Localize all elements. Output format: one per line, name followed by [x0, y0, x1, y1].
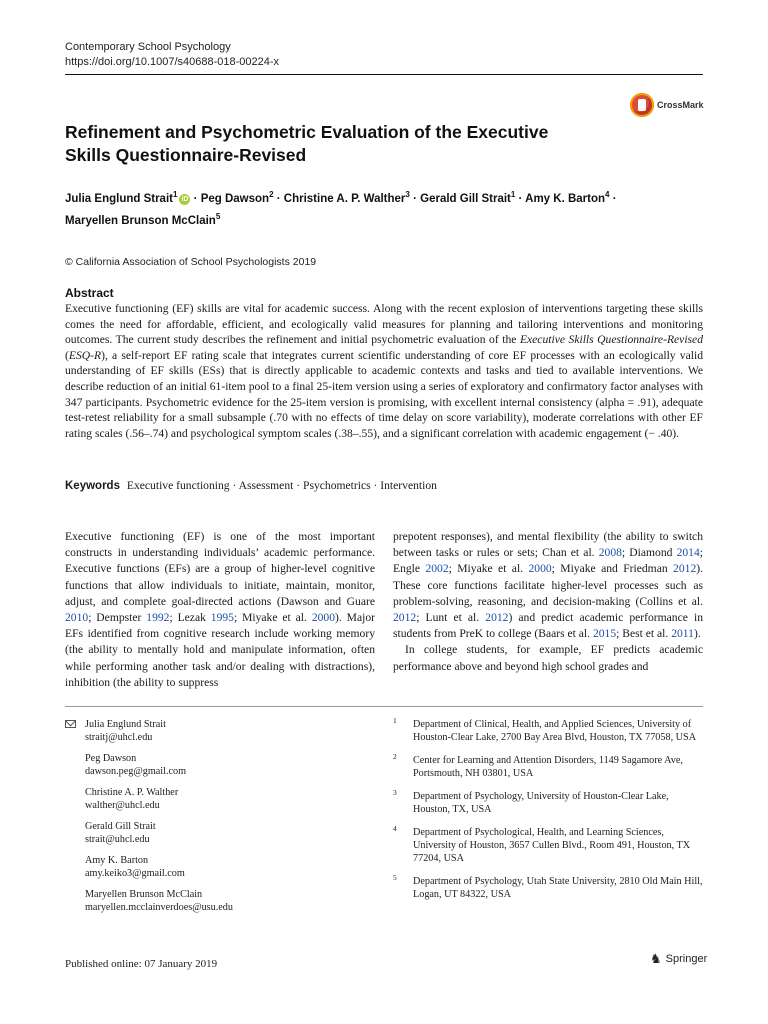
copyright-notice: © California Association of School Psychologists 2019	[65, 256, 317, 268]
affiliation-text: Department of Clinical, Health, and Applied Sciences, University of Houston-Clear Lake, 2700 Bay Area Blvd, Houston, TX 77058, USA	[413, 719, 697, 743]
contact-entry	[65, 854, 365, 880]
contact-email[interactable]: amy.keiko3@gmail.com	[85, 868, 185, 879]
published-date: Published online: 07 January 2019	[65, 958, 218, 970]
affiliation-text: Department of Psychological, Health, and Learning Sciences, University of Houston, 3657 Cullen Blvd., Room 491, Houston, TX 77204, USA	[413, 827, 691, 864]
author-name[interactable]: Julia Englund Strait	[65, 192, 173, 205]
affiliation-number: 1	[393, 716, 397, 725]
author-affiliation-mark: 1	[510, 190, 516, 199]
contact-email[interactable]: walther@uhcl.edu	[85, 800, 160, 811]
citation-link[interactable]: 2011	[671, 627, 694, 641]
citation-link[interactable]: 2002	[425, 562, 449, 576]
crossmark-badge[interactable]	[630, 93, 704, 117]
author-affiliation-mark: 3	[405, 190, 410, 199]
envelope-icon	[65, 720, 76, 728]
contact-email[interactable]: maryellen.mcclainverdoes@usu.edu	[85, 902, 233, 913]
contact-email[interactable]: straitj@uhcl.edu	[85, 732, 153, 743]
affiliation-list	[393, 718, 705, 911]
footnote-divider	[65, 706, 703, 707]
citation-link[interactable]: 2012	[485, 611, 509, 625]
journal-name: Contemporary School Psychology	[65, 41, 231, 53]
author-affiliation-mark: 4	[605, 190, 610, 199]
contact-name: Amy K. Barton	[85, 855, 149, 866]
citation-link[interactable]: 2014	[676, 546, 700, 560]
author-name[interactable]: Gerald Gill Strait	[420, 192, 511, 205]
affiliation-number: 2	[393, 752, 397, 761]
contact-entry	[65, 718, 365, 744]
contact-email[interactable]: strait@uhcl.edu	[85, 834, 150, 845]
journal-header	[65, 40, 279, 70]
affiliation-number: 5	[393, 873, 397, 882]
contact-name: Maryellen Brunson McClain	[85, 889, 203, 900]
springer-horse-icon: ♞	[650, 951, 662, 966]
author-affiliation-mark: 2	[269, 190, 274, 199]
contact-entry	[65, 888, 365, 914]
citation-link[interactable]: 2012	[393, 611, 417, 625]
body-column-left: Executive functioning (EF) is one of the most important constructs in understanding individuals’ academic performance. Executive functions (EFs) are a group of higher-level cognitive functions that allow individuals to initiate, maintain, monitor, adjust, and complete goal-directed actions (Dawson and Guare 2010; Dempster 1992; Lezak 1995; Miyake et al. 2000). Major EFs identified from cognitive research include working memory (the ability to mentally hold and manipulate information, often while performing another task and/or dealing with distractions), inhibition (the ability to suppress	[65, 530, 375, 689]
body-paragraph: In college students, for example, EF predicts academic performance above and beyond high school grades and	[393, 643, 703, 673]
doi-link[interactable]: https://doi.org/10.1007/s40688-018-00224-x	[65, 56, 280, 68]
affiliation-entry	[393, 790, 705, 816]
citation-link[interactable]: 1992	[146, 611, 170, 625]
citation-link[interactable]: 2015	[592, 627, 617, 641]
affiliation-entry	[393, 875, 705, 901]
citation-link[interactable]: 2000	[311, 611, 335, 625]
contact-entry	[65, 752, 365, 778]
affiliation-entry	[393, 718, 705, 744]
affiliation-entry	[393, 754, 705, 780]
citation-link[interactable]: 2010	[65, 611, 89, 625]
author-affiliation-mark: 1	[172, 190, 178, 199]
affiliation-number: 4	[393, 824, 397, 833]
abstract-text: Executive functioning (EF) skills are vital for academic success. Along with the recent explosion of interventions targeting these skills comes the need for affordable, efficient, and ecologically valid measures for planning and tailoring interventions and monitoring outcomes. The current study describes the refinement and initial psychometric evaluation of the Executive Skills Questionnaire-Revised (ESQ-R), a self-report EF rating scale that integrates current scientific understanding of core EF processes with an ecologically valid understanding of EF skills (ESs) that is directly applicable to academic contexts and tasks and tied to available interventions. We describe reduction of an initial 61-item pool to a final 25-item version using a series of exploratory and confirmatory factor analyses with 347 participants. Psychometric evidence for the 25-item version is promising, with excellent internal consistency (alpha = .91), adequate test-retest reliability for a small subsample (.70 with no effects of time delay on score variability), moderate correlations with other EF rating scales (.56–.74) and psychological symptom scales (.38–.55), and a significant correlation with academic engagement (− .40).	[65, 302, 703, 440]
abstract-heading: Abstract	[65, 286, 114, 300]
contact-name: Julia Englund Strait	[85, 719, 166, 730]
affiliation-number: 3	[393, 788, 397, 797]
affiliation-text: Center for Learning and Attention Disorders, 1149 Sagamore Ave, Portsmouth, NH 03801, USA	[413, 755, 683, 779]
contact-name: Peg Dawson	[85, 753, 137, 764]
keywords-list: Executive functioning · Assessment · Psychometrics · Intervention	[126, 479, 437, 492]
contact-name: Christine A. P. Walther	[85, 787, 179, 798]
contact-email[interactable]: dawson.peg@gmail.com	[85, 766, 187, 777]
body-column-right: prepotent responses), and mental flexibility (the ability to switch between tasks or rules or sets; Chan et al. 2008; Diamond 2014; Engle 2002; Miyake et al. 2000; Miyake and Friedman 2012). These core functions facilitate higher-level processes such as problem-solving, reasoning, and decision-making (Collins et al. 2012; Lunt et al. 2012) and predict academic performance in students from PreK to college (Baars et al. 2015; Best et al. 2011). In college students, for example, EF predicts academic performance above and beyond high school grades and	[393, 529, 703, 675]
contact-name: Gerald Gill Strait	[85, 821, 156, 832]
citation-link[interactable]: 2000	[528, 562, 552, 576]
author-name[interactable]: Maryellen Brunson McClain	[65, 214, 216, 227]
author-list: Julia Englund Strait$^1$iD · Peg Dawson$^2$ · Christine A. P. Walther$^3$ · Gerald Gill Strait$^1$ · Amy K. Barton$^4$ · Maryellen Brunson McClain$^5$	[65, 190, 617, 227]
contact-list	[65, 718, 365, 922]
citation-link[interactable]: 1995	[210, 611, 234, 625]
affiliation-entry	[393, 826, 705, 865]
author-name[interactable]: Christine A. P. Walther	[283, 192, 406, 205]
keywords-label: Keywords	[65, 480, 120, 492]
contact-entry	[65, 786, 365, 812]
citation-link[interactable]: 2012	[673, 562, 697, 576]
orcid-icon[interactable]: iD	[181, 195, 189, 203]
publisher-logo[interactable]	[650, 952, 707, 965]
publisher-name: Springer	[665, 952, 708, 965]
affiliation-text: Department of Psychology, Utah State University, 2810 Old Main Hill, Logan, UT 84322, USA	[413, 876, 703, 900]
citation-link[interactable]: 2008	[598, 546, 622, 560]
author-name[interactable]: Peg Dawson	[200, 192, 270, 205]
crossmark-icon	[630, 93, 654, 117]
author-affiliation-mark: 5	[215, 211, 221, 221]
header-divider	[65, 74, 703, 75]
keywords	[65, 479, 705, 492]
crossmark-label: CrossMark	[657, 100, 704, 110]
contact-entry	[65, 820, 365, 846]
author-name[interactable]: Amy K. Barton	[525, 192, 606, 205]
affiliation-text: Department of Psychology, University of Houston-Clear Lake, Houston, TX, USA	[413, 791, 669, 815]
article-title: Refinement and Psychometric Evaluation of the Executive Skills Questionnaire-Revised	[65, 122, 549, 165]
